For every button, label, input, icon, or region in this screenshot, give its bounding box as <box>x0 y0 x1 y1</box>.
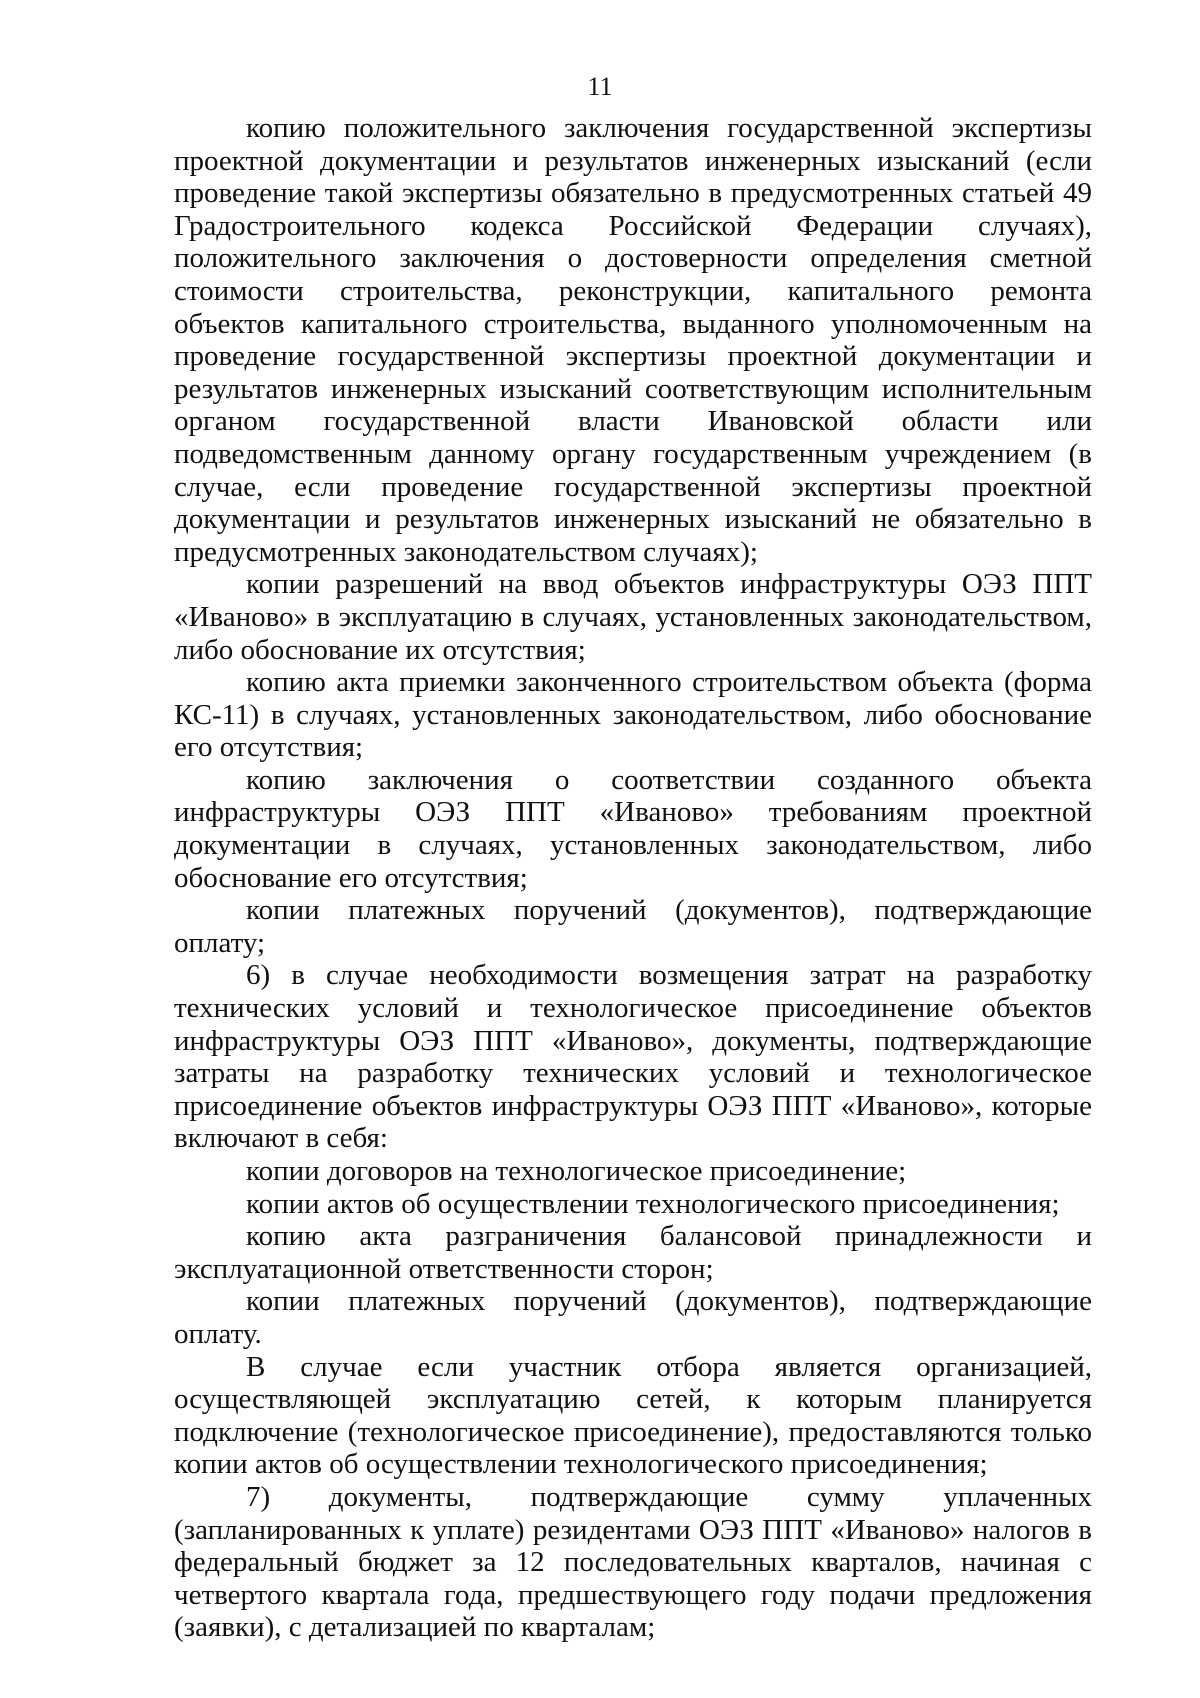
paragraph-compliance-conclusion: копию заключения о соответствии созданного объекта инфраструктуры ОЭЗ ППТ «Иваново» требованиям проектной документации в случаях, установленных законодательством, либо обоснование его отсутствия; <box>174 763 1092 894</box>
paragraph-payment-orders: копии платежных поручений (документов), подтверждающие оплату; <box>174 894 1092 959</box>
paragraph-network-operator: В случае если участник отбора является организацией, осуществляющей эксплуатацию сетей, к которым планируется подключение (технологическое присоединение), предоставляются только копии актов об осуществлении технологического присоединения; <box>174 1350 1092 1481</box>
paragraph-payment-orders-2: копии платежных поручений (документов), подтверждающие оплату. <box>174 1285 1092 1350</box>
paragraph-item-7: 7) документы, подтверждающие сумму уплаченных (запланированных к уплате) резидентами ОЭЗ ППТ «Иваново» налогов в федеральный бюджет за 12 последовательных кварталов, начиная с четвертого квартала года, предшествующего году подачи предложения (заявки), с детализацией по кварталам; <box>174 1480 1092 1644</box>
paragraph-item-6: 6) в случае необходимости возмещения затрат на разработку технических условий и технологическое присоединение объектов инфраструктуры ОЭЗ ППТ «Иваново», документы, подтверждающие затраты на разработку технических условий и технологическое присоединение объектов инфраструктуры ОЭЗ ППТ «Иваново», которые включают в себя: <box>174 959 1092 1155</box>
page-number: 11 <box>587 72 613 101</box>
paragraph-connection-contracts: копии договоров на технологическое присоединение; <box>246 1155 907 1187</box>
paragraph-expertise-conclusion: копию положительного заключения государственной экспертизы проектной документации и результатов инженерных изысканий (если проведение такой экспертизы обязательно в предусмотренных статьей 49 Градостроительного кодекса Российской Федерации случаях), положительного заключения о достоверности определения сметной стоимости строительства, реконструкции, капитального ремонта объектов капитального строительства, выданного уполномоченным на проведение государственной экспертизы проектной документации и результатов инженерных изысканий соответствующим исполнительным органом государственной власти Ивановской области или подведомственным данному органу государственным учреждением (в случае, если проведение государственной экспертизы проектной документации и результатов инженерных изысканий не обязательно в предусмотренных законодательством случаях); <box>174 112 1092 568</box>
paragraph-ks11-act: копию акта приемки законченного строительством объекта (форма КС-11) в случаях, установленных законодательством, либо обоснование его отсутствия; <box>174 666 1092 764</box>
paragraph-delimitation-act: копию акта разграничения балансовой принадлежности и эксплуатационной ответственности сторон; <box>174 1220 1092 1285</box>
paragraph-commissioning-permits: копии разрешений на ввод объектов инфраструктуры ОЭЗ ППТ «Иваново» в эксплуатацию в случаях, установленных законодательством, либо обоснование их отсутствия; <box>174 568 1092 666</box>
paragraph-connection-acts: копии актов об осуществлении технологического присоединения; <box>246 1187 1060 1220</box>
document-body <box>174 112 1092 1644</box>
